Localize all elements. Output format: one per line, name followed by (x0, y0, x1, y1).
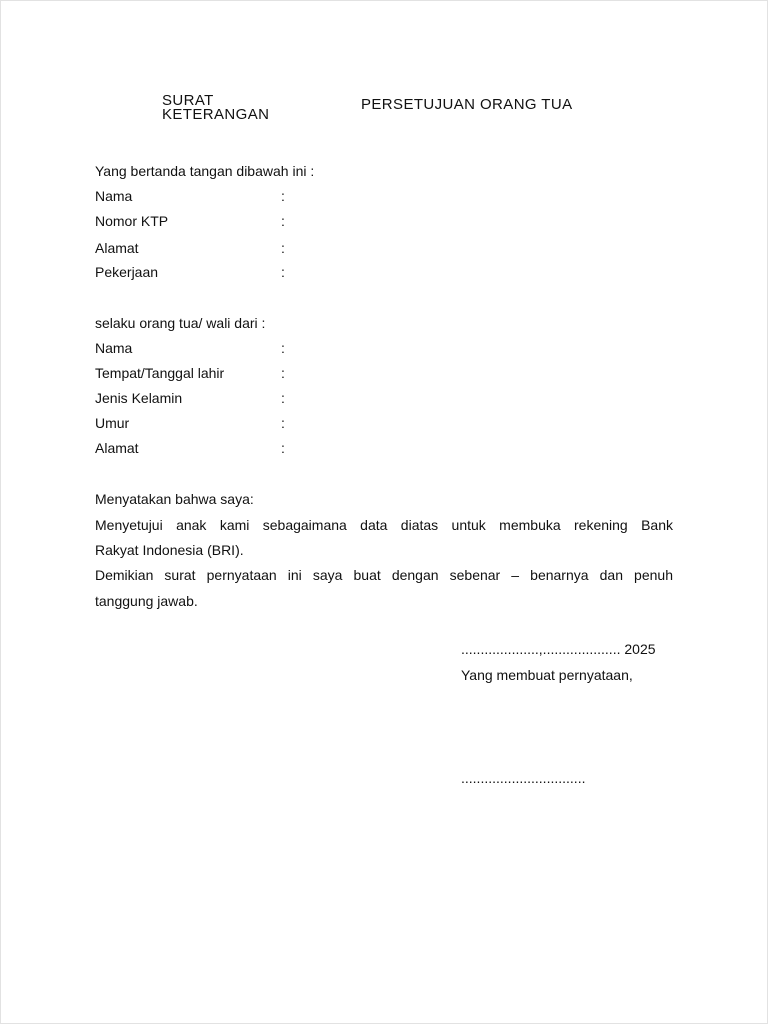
title-persetujuan: PERSETUJUAN ORANG TUA (361, 96, 573, 113)
statement-heading: Menyatakan bahwa saya: (95, 491, 254, 507)
field-label-pekerjaan: Pekerjaan (95, 264, 159, 280)
statement-line: Menyetujui anak kami sebagaimana data diatas untuk membuka rekening Bank (95, 517, 673, 533)
field-label-alamat-anak: Alamat (95, 440, 139, 456)
field-label-umur: Umur (95, 415, 130, 431)
signature-name-line: ................................ (461, 770, 586, 786)
section2-intro: selaku orang tua/ wali dari : (95, 315, 266, 331)
section1-intro: Yang bertanda tangan dibawah ini : (95, 163, 315, 179)
statement-line: tanggung jawab. (95, 593, 198, 609)
field-colon: : (281, 365, 285, 381)
field-colon: : (281, 440, 285, 456)
signer-label: Yang membuat pernyataan, (461, 667, 633, 683)
statement-line: Rakyat Indonesia (BRI). (95, 542, 244, 558)
place-date-line: ....................,.................... 2025 (461, 641, 656, 657)
field-colon: : (281, 188, 285, 204)
field-colon: : (281, 390, 285, 406)
field-label-tempat-tanggal-lahir: Tempat/Tanggal lahir (95, 365, 225, 381)
field-colon: : (281, 264, 285, 280)
field-colon: : (281, 213, 285, 229)
field-colon: : (281, 415, 285, 431)
field-label-alamat: Alamat (95, 240, 139, 256)
field-label-nama: Nama (95, 188, 133, 204)
field-label-jenis-kelamin: Jenis Kelamin (95, 390, 183, 406)
field-colon: : (281, 240, 285, 256)
statement-line: Demikian surat pernyataan ini saya buat dengan sebenar – benarnya dan penuh (95, 567, 673, 583)
field-label-nomor-ktp: Nomor KTP (95, 213, 169, 229)
title-keterangan: KETERANGAN (162, 106, 270, 123)
field-label-nama-anak: Nama (95, 340, 133, 356)
title-surat: SURAT (162, 92, 214, 109)
field-colon: : (281, 340, 285, 356)
